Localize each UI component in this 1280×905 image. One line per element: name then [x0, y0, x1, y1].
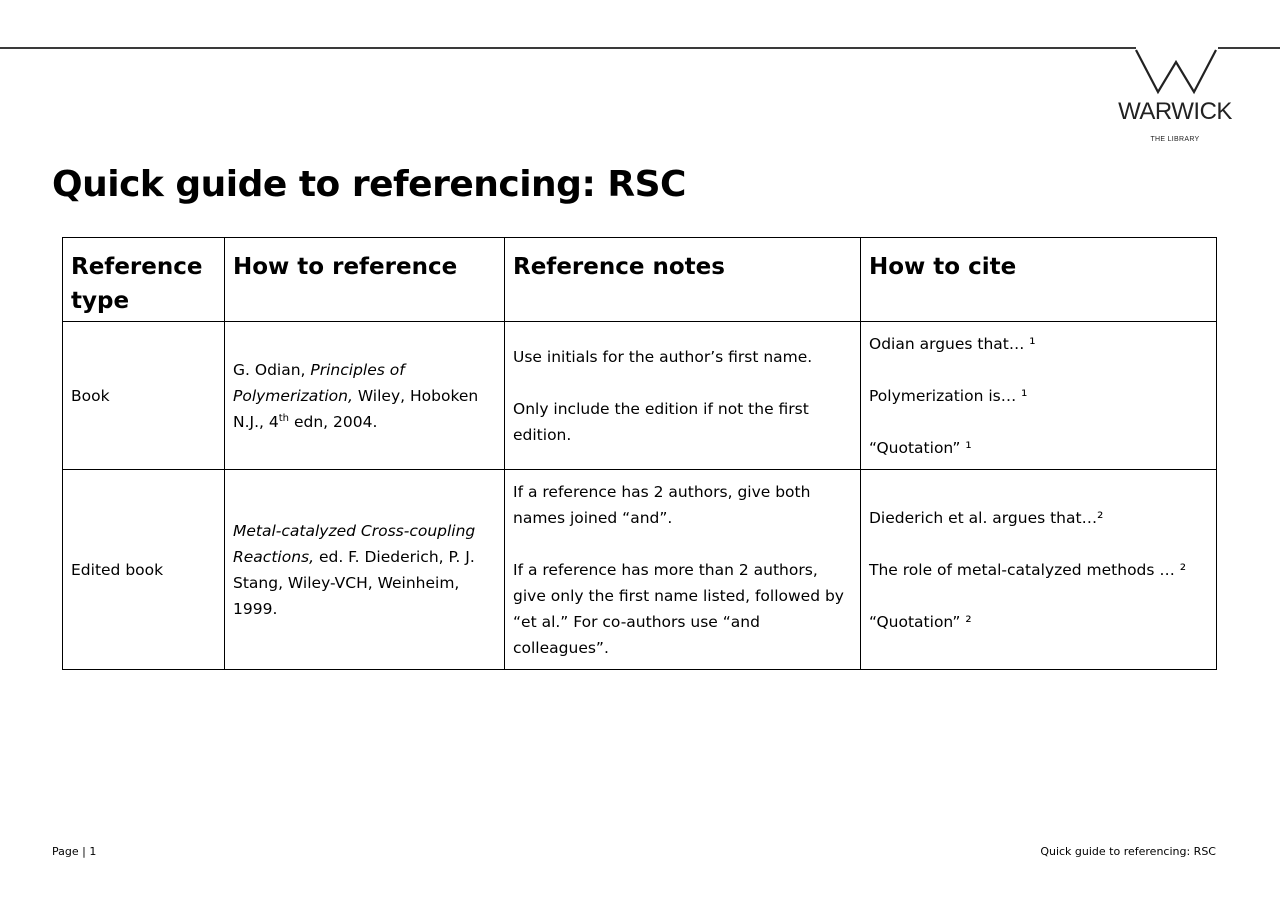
- reference-type-cell: Edited book: [63, 470, 225, 670]
- how-to-cite-cell: [861, 322, 1217, 470]
- reference-notes-cell: [505, 322, 861, 470]
- header-reference-type: Reference type: [63, 238, 225, 322]
- ref-superscript: th: [278, 412, 290, 424]
- table-row-book: [63, 322, 1217, 470]
- cite-text: Diederich et al. argues that…²: [869, 508, 1104, 527]
- reference-notes-cell: [505, 470, 861, 670]
- header-how-to-reference: How to reference: [225, 238, 505, 322]
- reference-type-cell: Book: [63, 322, 225, 470]
- ref-text: ed. F. Diederich, P. J. Stang, Wiley-VCH, Weinheim, 1999.: [233, 547, 475, 618]
- cite-text: “Quotation” ¹: [869, 438, 972, 457]
- ref-text: Wiley, Hoboken N.J., 4: [233, 386, 479, 431]
- footer-page-number: Page | 1: [52, 845, 97, 858]
- cite-text: “Quotation” ²: [869, 612, 972, 631]
- note-text: Only include the edition if not the first edition.: [513, 399, 809, 444]
- how-to-reference-cell: [225, 470, 505, 670]
- footer-document-title: Quick guide to referencing: RSC: [1040, 845, 1216, 858]
- reference-table: [62, 237, 1217, 670]
- header-how-to-cite: How to cite: [861, 238, 1217, 322]
- how-to-reference-cell: [225, 322, 505, 470]
- note-text: If a reference has more than 2 authors, give only the first name listed, followed by “et al.” For co-authors use “and colleagues”.: [513, 560, 844, 657]
- ref-text: edn, 2004.: [289, 412, 378, 431]
- warwick-logo: [1110, 48, 1240, 148]
- table-row-edited-book: [63, 470, 1217, 670]
- warwick-w-icon: [1134, 48, 1218, 96]
- cite-text: Odian argues that… ¹: [869, 334, 1036, 353]
- how-to-cite-cell: [861, 470, 1217, 670]
- logo-subtitle: THE LIBRARY: [1150, 136, 1200, 143]
- ref-title: Principles of Polymerization,: [233, 360, 405, 405]
- cite-text: The role of metal-catalyzed methods … ²: [869, 560, 1187, 579]
- note-text: If a reference has 2 authors, give both names joined “and”.: [513, 482, 811, 527]
- logo-wordmark: WARWICK: [1118, 98, 1232, 125]
- cite-text: Polymerization is… ¹: [869, 386, 1028, 405]
- top-rule: [0, 47, 1136, 49]
- ref-title: Metal-catalyzed Cross-coupling Reactions,: [233, 521, 476, 566]
- ref-text: G. Odian,: [233, 360, 311, 379]
- note-text: Use initials for the author’s first name.: [513, 347, 813, 366]
- table-header-row: [63, 238, 1217, 322]
- page-title: Quick guide to referencing: RSC: [52, 164, 686, 205]
- header-reference-notes: Reference notes: [505, 238, 861, 322]
